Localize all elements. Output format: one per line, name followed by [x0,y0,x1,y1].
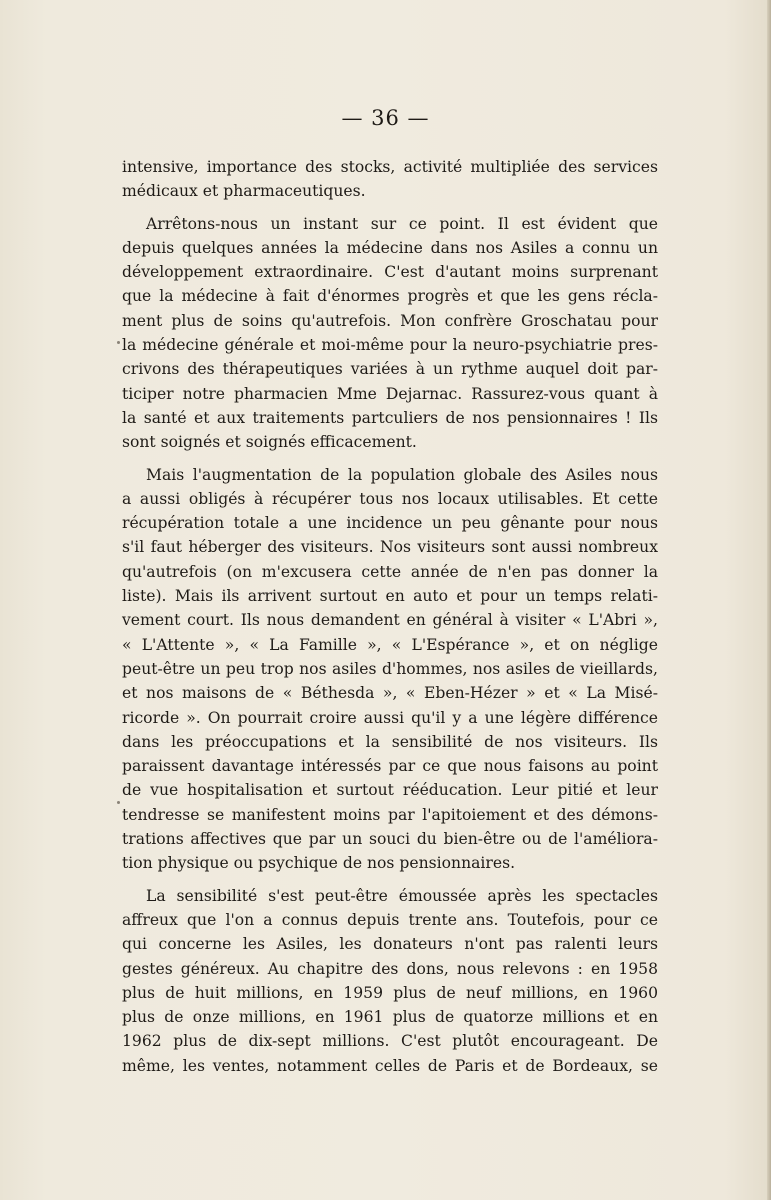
text-line: Mais l'augmentation de la population globale des Asiles nous [146,465,658,484]
text-line: a aussi obligés à récupérer tous nos locaux utilisables. Et cette [122,489,658,508]
text-line: qui concerne les Asiles, les donateurs n'ont pas ralenti leurs [122,935,658,954]
text-line: Arrêtons-nous un instant sur ce point. Il est évident que [146,214,658,233]
text-line: ticiper notre pharmacien Mme Dejarnac. Rassurez-vous quant à [122,384,658,403]
text-line: s'il faut héberger des visiteurs. Nos visiteurs sont aussi nombreux [122,538,658,557]
paragraph [122,212,658,455]
text-line: tendresse se manifestent moins par l'apitoiement et des démons- [122,805,658,824]
text-line: La sensibilité s'est peut-être émoussée après les spectacles [146,886,658,905]
text-line: vement court. Ils nous demandent en général à visiter « L'Abri », [122,611,658,630]
text-line: et nos maisons de « Béthesda », « Eben-Hézer » et « La Misé- [122,684,658,703]
text-line: intensive, importance des stocks, activité multipliée des services [122,158,658,176]
text-line: gestes généreux. Au chapitre des dons, nous relevons : en 1958 [122,959,658,978]
text-line: trations affectives que par un souci du bien-être ou de l'améliora- [122,830,658,849]
paper-speck [117,341,120,344]
text-line: affreux que l'on a connus depuis trente ans. Toutefois, pour ce [122,910,658,929]
text-line: sont soignés et soignés efficacement. [122,433,417,452]
text-line: qu'autrefois (on m'excusera cette année de n'en pas donner la [122,562,658,581]
page-number: — 36 — [341,106,430,130]
text-line: dans les préoccupations et la sensibilité de nos visiteurs. Ils [122,732,658,751]
body-text [122,155,658,1078]
text-line: développement extraordinaire. C'est d'autant moins surprenant [122,263,658,282]
text-line: plus de onze millions, en 1961 plus de quatorze millions et en [122,1008,658,1027]
text-line: ricorde ». On pourrait croire aussi qu'il y a une légère différence [122,708,658,727]
text-line: médicaux et pharmaceutiques. [122,182,366,201]
paragraph [122,463,658,876]
text-line: ment plus de soins qu'autrefois. Mon confrère Groschatau pour [122,311,658,330]
text-line: peut-être un peu trop nos asiles d'hommes, nos asiles de vieillards, [122,659,658,678]
text-line: 1962 plus de dix-sept millions. C'est plutôt encourageant. De [122,1032,658,1051]
text-line: tion physique ou psychique de nos pensionnaires. [122,854,516,873]
page-edge [767,0,771,1200]
text-line: récupération totale a une incidence un peu gênante pour nous [122,514,658,533]
text-line: la médecine générale et moi-même pour la neuro-psychiatrie pres- [122,336,658,355]
text-line: liste). Mais ils arrivent surtout en auto et pour un temps relati- [122,587,658,606]
paragraph [122,155,658,204]
text-line: de vue hospitalisation et surtout rééducation. Leur pitié et leur [122,781,658,800]
paragraph [122,884,658,1078]
text-line: crivons des thérapeutiques variées à un rythme auquel doit par- [122,360,658,379]
text-line: paraissent davantage intéressés par ce que nous faisons au point [122,757,658,776]
text-line: depuis quelques années la médecine dans nos Asiles a connu un [122,238,658,257]
text-line: même, les ventes, notamment celles de Paris et de Bordeaux, se [122,1056,658,1075]
text-line: « L'Attente », « La Famille », « L'Espérance », et on néglige [122,635,658,654]
paper-speck [117,801,120,804]
text-line: que la médecine à fait d'énormes progrès et que les gens récla- [122,287,658,306]
text-line: la santé et aux traitements partculiers de nos pensionnaires ! Ils [122,408,658,427]
text-line: plus de huit millions, en 1959 plus de neuf millions, en 1960 [122,983,658,1002]
